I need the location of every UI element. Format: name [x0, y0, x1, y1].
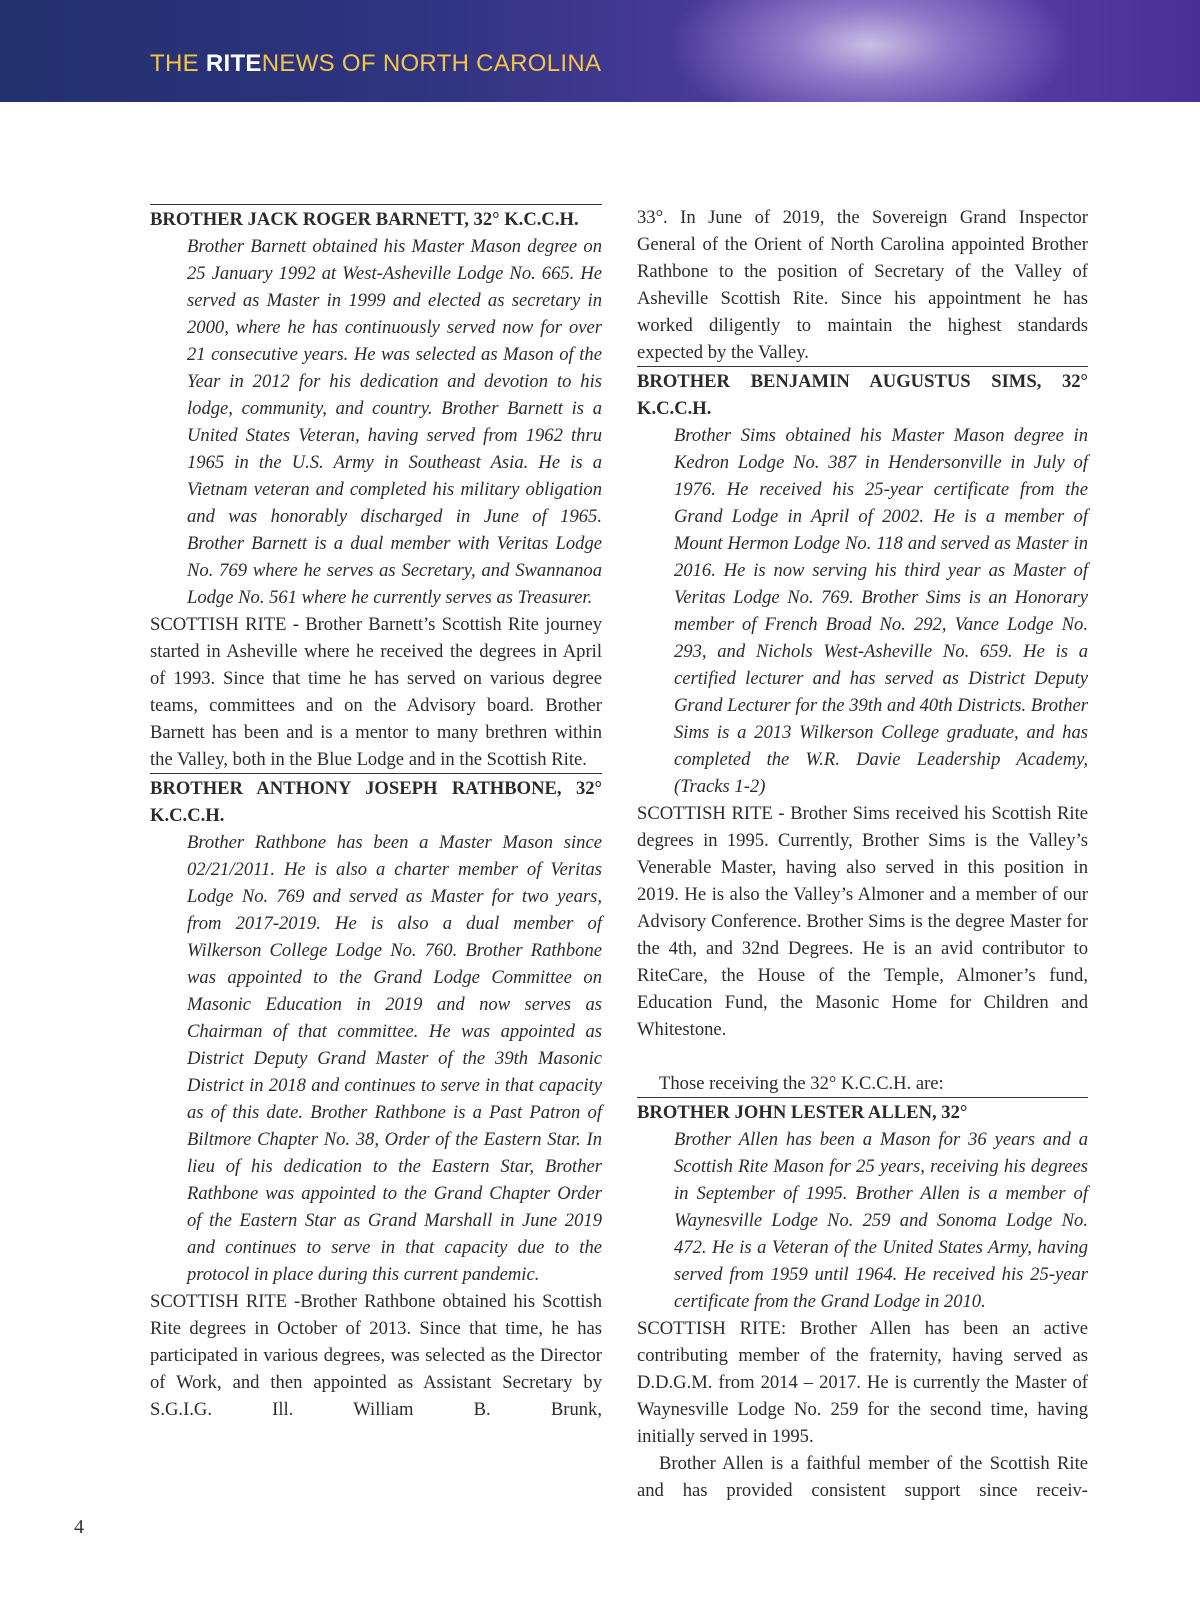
right-column	[637, 204, 1088, 1504]
title-prefix: THE	[150, 50, 206, 77]
allen-bio: Brother Allen has been a Mason for 36 years and a Scottish Rite Mason for 25 years, receiving his degrees in September of 1995. Brother Allen is a member of Waynesville Lodge No. 259 and Sonoma Lodge No. 472. He is a Veteran of the United States Army, having served from 1959 until 1964. He received his 25-year certificate from the Grand Lodge in 2010.	[674, 1129, 1088, 1312]
paragraph-spacer	[637, 1043, 1088, 1070]
allen-scottish-rite: SCOTTISH RITE: Brother Allen has been an active contributing member of the fraternity, having served as D.D.G.M. from 2014 – 2017. He is currently the Master of Waynesville Lodge No. 259 for the second time, having initially served in 1995.	[637, 1318, 1088, 1447]
sims-heading: BROTHER BENJAMIN AUGUSTUS SIMS, 32° K.C.C.H.	[637, 366, 1088, 422]
barnett-heading: BROTHER JACK ROGER BARNETT, 32° K.C.C.H.	[150, 204, 602, 233]
rathbone-continued: 33°. In June of 2019, the Sovereign Grand Inspector General of the Orient of North Carolina appointed Brother Rathbone to the position of Secretary of the Valley of Asheville Scottish Rite. Since his appointment he has worked diligently to maintain the highest standards expected by the Valley.	[637, 207, 1088, 363]
sims-bio: Brother Sims obtained his Master Mason degree in Kedron Lodge No. 387 in Hendersonville in July of 1976. He received his 25-year certificate from the Grand Lodge in April of 2002. He is a member of Mount Hermon Lodge No. 118 and served as Master in 2016. He is now serving his third year as Master of Veritas Lodge No. 769. Brother Sims is an Honorary member of French Broad No. 292, Vance Lodge No. 293, and Nichols West-Asheville No. 659. He is a certified lecturer and has served as District Deputy Grand Lecturer for the 39th and 40th Districts. Brother Sims is a 2013 Wilkerson College graduate, and has completed the W.R. Davie Leadership Academy, (Tracks 1-2)	[674, 425, 1088, 797]
rathbone-heading: BROTHER ANTHONY JOSEPH RATHBONE, 32° K.C.C.H.	[150, 773, 602, 829]
rathbone-bio: Brother Rathbone has been a Master Mason since 02/21/2011. He is also a charter member of Veritas Lodge No. 769 and served as Master for two years, from 2017-2019. He is also a dual member of Wilkerson College Lodge No. 760. Brother Rathbone was appointed to the Grand Lodge Committee on Masonic Education in 2019 and now serves as Chairman of that committee. He was appointed as District Deputy Grand Master of the 39th Masonic District in 2018 and continues to serve in that capacity as of this date. Brother Rathbone is a Past Patron of Biltmore Chapter No. 38, Order of the Eastern Star. In lieu of his dedication to the Eastern Star, Brother Rathbone was appointed to the Grand Chapter Order of the Eastern Star as Grand Marshall in June 2019 and continues to serve in that capacity due to the protocol in place during this current pandemic.	[187, 832, 602, 1285]
page-number: 4	[74, 1516, 84, 1538]
publication-title	[150, 50, 601, 78]
sims-scottish-rite: SCOTTISH RITE - Brother Sims received his Scottish Rite degrees in 1995. Currently, Brother Sims is the Valley’s Venerable Master, having also served in this position in 2019. He is also the Valley’s Almoner and a member of our Advisory Conference. Brother Sims is the degree Master for the 4th, and 32nd Degrees. He is an avid contributor to RiteCare, the House of the Temple, Almoner’s fund, Education Fund, the Masonic Home for Children and Whitestone.	[637, 803, 1088, 1040]
title-suffix: NEWS OF NORTH CAROLINA	[261, 50, 602, 77]
allen-continued: Brother Allen is a faithful member of the Scottish Rite and has provided consistent support since receiv-	[637, 1453, 1088, 1501]
rathbone-scottish-rite: SCOTTISH RITE -Brother Rathbone obtained his Scottish Rite degrees in October of 2013. Since that time, he has participated in various degrees, was selected as the Director of Work, and then appointed as Assistant Secretary by S.G.I.G. Ill. William B. Brunk,	[150, 1291, 602, 1420]
allen-heading: BROTHER JOHN LESTER ALLEN, 32°	[637, 1102, 968, 1123]
barnett-bio: Brother Barnett obtained his Master Mason degree on 25 January 1992 at West-Asheville Lodge No. 665. He served as Master in 1999 and elected as secretary in 2000, where he has continuously served now for over 21 consecutive years. He was selected as Mason of the Year in 2012 for his dedication and devotion to his lodge, community, and country. Brother Barnett is a United States Veteran, having served from 1962 thru 1965 in the U.S. Army in Southeast Asia. He is a Vietnam veteran and completed his military obligation and was honorably discharged in June of 1965. Brother Barnett is a dual member with Veritas Lodge No. 769 where he serves as Secretary, and Swannanoa Lodge No. 561 where he currently serves as Treasurer.	[187, 236, 602, 608]
title-rite: RITE	[205, 50, 262, 77]
header-banner	[0, 0, 1200, 102]
barnett-scottish-rite: SCOTTISH RITE - Brother Barnett’s Scottish Rite journey started in Asheville where he received the degrees in April of 1993. Since that time he has served on various degree teams, committees and on the Advisory board. Brother Barnett has been and is a mentor to many brethren within the Valley, both in the Blue Lodge and in the Scottish Rite.	[150, 614, 602, 770]
left-column	[150, 204, 602, 1423]
receiving-intro: Those receiving the 32° K.C.C.H. are:	[637, 1070, 1088, 1098]
